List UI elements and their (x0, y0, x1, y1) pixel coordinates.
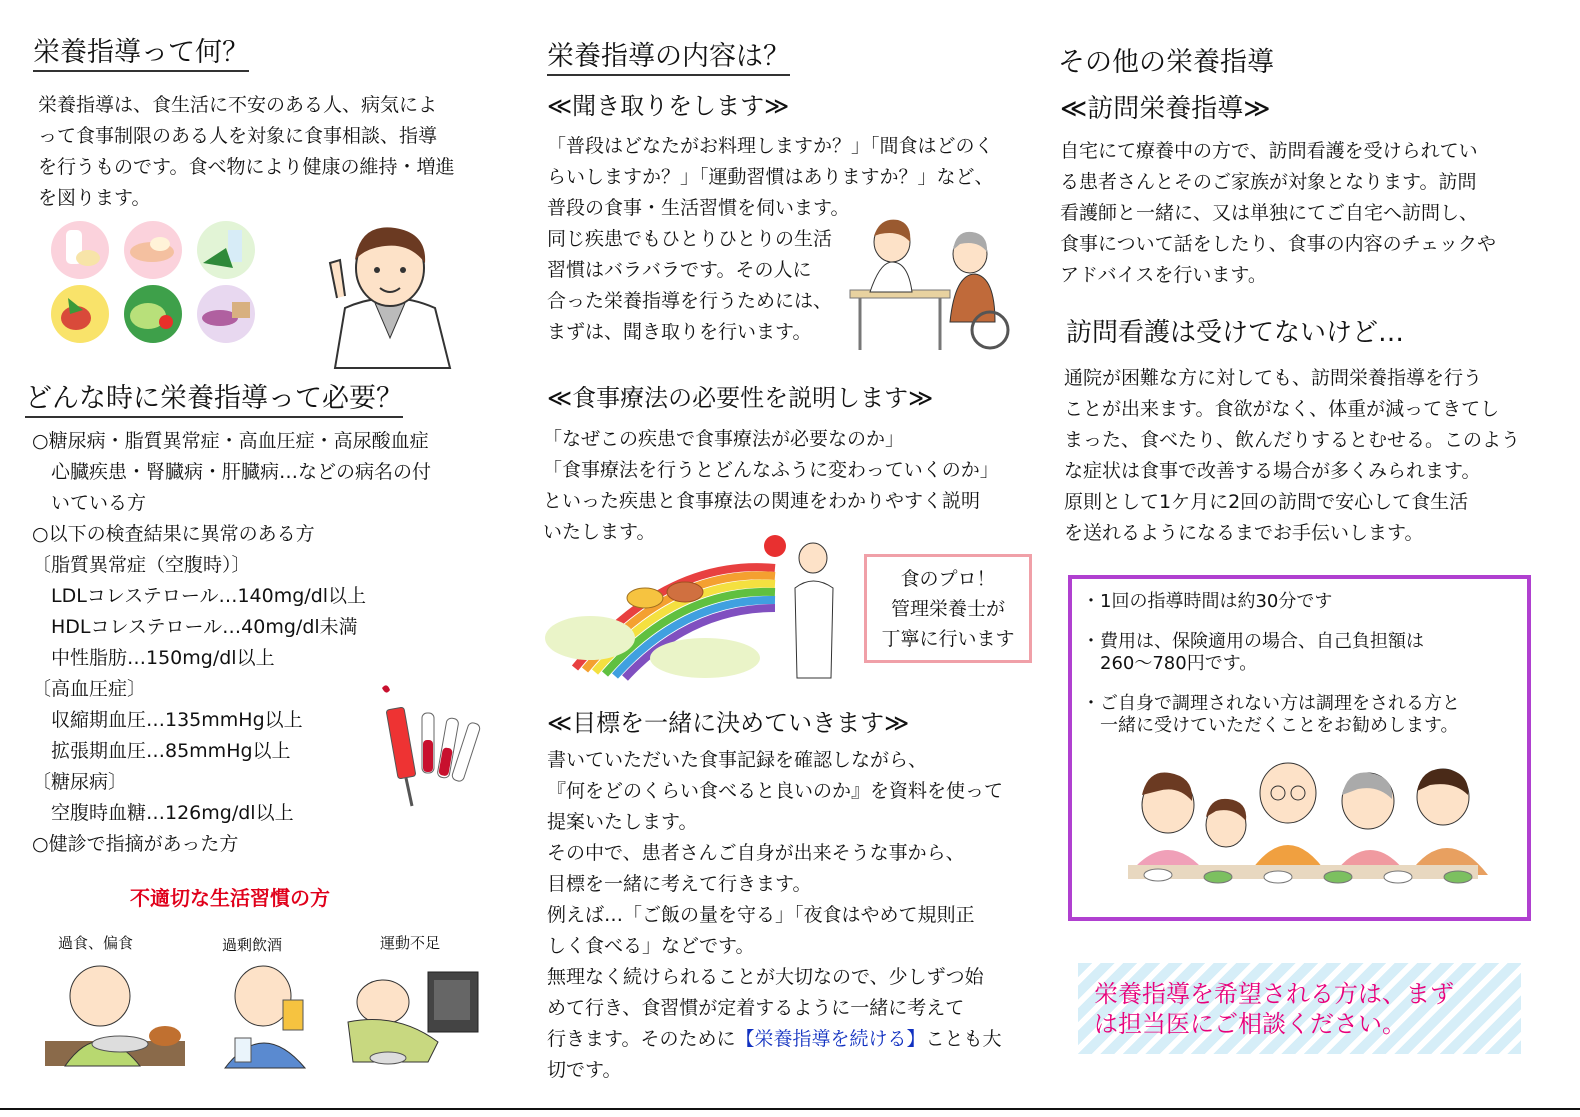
cta-banner (1078, 963, 1521, 1054)
cta-line-2: は担当医にご相談ください。 (1094, 1010, 1406, 1038)
food-groups-illustration (48, 218, 288, 348)
cost-info: ・費用は、保険適用の場合、自己負担額は (1082, 631, 1424, 652)
what-is-title: 栄養指導って何？ (33, 30, 249, 72)
listening-subtitle: ≪聞き取りをします≫ (547, 92, 790, 120)
overeating-illustration (45, 956, 185, 1068)
family-meal-illustration (1108, 765, 1498, 910)
criteria-list: ○糖尿病・脂質異常症・高血圧症・高尿酸血症 心臓疾患・腎臓病・肝臓病…などの病名の付 いている方 ○以下の検査結果に異常のある方 〔脂質異常症（空腹時）〕 LDLコレステロール…140mg/dl以上 HDLコレステロール…40mg/dl未満 中性脂肪…150mg/dl以上 〔高血圧症〕 収縮期血圧…135mmHg以上 拡張期血圧…85mmHg以上 〔糖尿病〕 空腹時血糖…126mg/dl以上 ○健診で指摘があった方 (32, 430, 432, 855)
habit-label-overeating: 過食、偏食 (58, 934, 134, 952)
explanation-text: 「なぜこの疾患で食事療法が必要なのか」 「食事療法を行うとどんなふうに変わっていくのか」 といった疾患と食事療法の関連をわかりやすく説明 いたします。 (543, 428, 999, 543)
cook-info-2: 一緒に受けていただくことをお勧めします。 (1082, 715, 1459, 736)
no-exercise-illustration (348, 962, 483, 1068)
duration-info: ・1回の指導時間は約30分です (1082, 591, 1333, 612)
home-visit-text: 自宅にて療養中の方で、訪問看護を受けられてい る患者さんとそのご家族が対象となります。訪問 看護師と一緒に、又は単独にてご自宅へ訪問し、 食事について話をしたり、食事の内容のチェックや アドバイスを行います。 (1060, 140, 1497, 286)
content-title: 栄養指導の内容は？ (547, 34, 790, 76)
goals-last-post: ことも大 (925, 1028, 1002, 1050)
rainbow-nutritionist-illustration (545, 528, 850, 688)
no-nursing-text: 通院が困難な方に対しても、訪問栄養指導を行う ことが出来ます。食欲がなく、体重が減ってきてし まった、食べたり、飲んだりするとむせる。このよう な症状は食事で改善する場合が多くみられます。 原則として1ケ月に2回の訪問で安心して食生活 を送れるようになるまでお手伝いします。 (1064, 367, 1521, 544)
drinking-illustration (215, 958, 325, 1068)
continue-highlight: 【栄養指導を続ける】 (735, 1028, 926, 1050)
intro-text: 栄養指導は、食生活に不安のある人、病気によ って食事制限のある人を対象に食事相談、指導 を行うものです。食べ物により健康の維持・増進 を図ります。 (38, 94, 455, 209)
callout-line-2: 管理栄養士が (890, 598, 1005, 620)
other-guidance-title: その他の栄養指導 (1058, 47, 1274, 78)
consultation-illustration (850, 212, 1025, 352)
cost-amount: 260～780円です。 (1082, 653, 1258, 674)
cta-line-1: 栄養指導を希望される方は、まず (1094, 980, 1454, 1008)
when-needed-title: どんな時に栄養指導って必要？ (25, 376, 403, 418)
bottom-border (0, 1108, 1580, 1110)
goals-text: 書いていただいた食事記録を確認しながら、 『何をどのくらい食べると良いのか』を資料を使って 提案いたします。 その中で、患者さんご自身が出来そうな事から、 目標を一緒に考えて行きます。 例えば…「ご飯の量を守る」「夜食はやめて規則正 しく食べる」などです。 無理なく続けられることが大切なので、少しずつ始 めて行き、食習慣が定着するように一緒に考えて 行きます。そのために【栄養指導を続ける】ことも大 切です。 (547, 749, 1004, 1081)
blood-test-illustration (372, 678, 482, 813)
info-box (1068, 575, 1531, 921)
cook-info: ・ご自身で調理されない方は調理をされる方と (1082, 693, 1460, 714)
habit-label-drinking: 過剰飲酒 (222, 936, 283, 954)
no-nursing-subtitle: 訪問看護は受けてないけど… (1066, 318, 1405, 348)
listening-text: 「普段はどなたがお料理しますか？」「間食はどのく らいしますか？」「運動習慣はありますか？」など、 普段の食事・生活習慣を伺います。 同じ疾患でもひとりひとりの生活 習慣はバラバラです。その人に 合った栄養指導を行うためには、 まずは、聞き取りを行います。 (547, 135, 994, 343)
nutritionist-callout-box (864, 554, 1032, 663)
habits-title: 不適切な生活習慣の方 (130, 886, 330, 910)
doctor-illustration (315, 218, 465, 368)
callout-line-3: 丁寧に行います (881, 628, 1015, 650)
explanation-subtitle: ≪食事療法の必要性を説明します≫ (547, 384, 934, 412)
callout-line-1: 食のプロ！ (900, 568, 996, 590)
habit-label-no-exercise: 運動不足 (380, 934, 441, 952)
home-visit-subtitle: ≪訪問栄養指導≫ (1060, 94, 1271, 124)
goals-last-pre: 行きます。そのために (547, 1028, 736, 1050)
goals-subtitle: ≪目標を一緒に決めていきます≫ (547, 709, 910, 737)
